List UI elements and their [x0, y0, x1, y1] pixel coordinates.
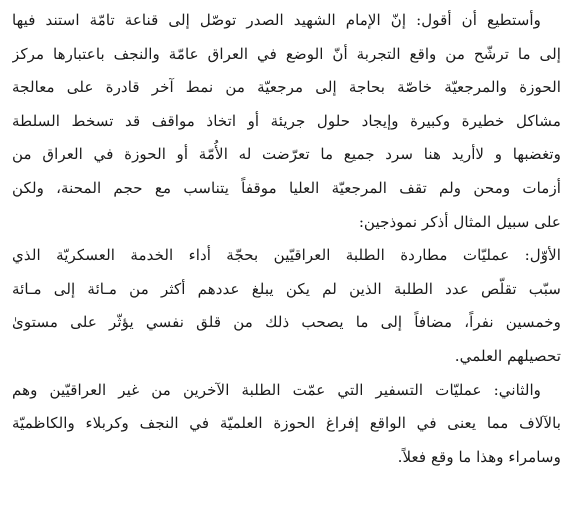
text-line: تحصيلهم العلمي. — [454, 346, 561, 365]
text-line: الأوّل: عمليّات مطاردة الطلبة العراقيّين بحجّة أداء الخدمة العسكريّة الذي — [12, 246, 561, 265]
paragraph-intro — [12, 4, 561, 239]
text-line: وخمسين نفراً، مضافاً إلى ما يصحب ذلك من قلق نفسي يؤثّر على مستوىٰ — [12, 313, 561, 332]
paragraph-second-example — [12, 374, 561, 475]
text-line: وأستطيع أن أقول: إنّ الإمام الشهيد الصدر توصّل إلى قناعة تامّة استند فيها — [12, 11, 541, 29]
text-line: إلى ما ترشّح من واقع التجربة أنّ الوضع في العراق عامّة والنجف باعتبارها مركز — [12, 44, 561, 63]
text-line: وسامراء وهذا ما وقع فعلاً. — [397, 447, 561, 466]
text-line: أزمات ومحن ولم تقف المرجعيّة العليا موقفاً يتناسب مع حجم المحنة، ولكن — [12, 178, 561, 197]
text-line: على سبيل المثال أذكر نموذجين: — [358, 212, 561, 231]
text-line: سبّب تقلّص عدد الطلبة الذين لم يكن يبلغ عددهم أكثر من مـائة إلى مـائة — [12, 279, 561, 298]
text-line: مشاكل خطيرة وكبيرة وإيجاد حلول جريئة أو اتخاذ مواقف قد تسخط السلطة — [12, 111, 561, 130]
text-line: وتغضبها و لاأريد هنا سرد جميع ما تعرّضت له الأُمّة أو الحوزة في العراق من — [12, 145, 561, 164]
paragraph-first-example — [12, 239, 561, 373]
text-line: الحوزة والمرجعيّة خاصّة بحاجة إلى مرجعيّة من نمط آخر قادرة على معالجة — [12, 78, 561, 97]
text-line: بالآلاف مما يعنى في الواقع إفراغ الحوزة العلميّة في النجف وكربلاء والكاظميّة — [12, 414, 561, 433]
text-line: والثاني: عمليّات التسفير التي عمّت الطلبة الآخرين من غير العراقيّين وهم — [12, 380, 541, 399]
